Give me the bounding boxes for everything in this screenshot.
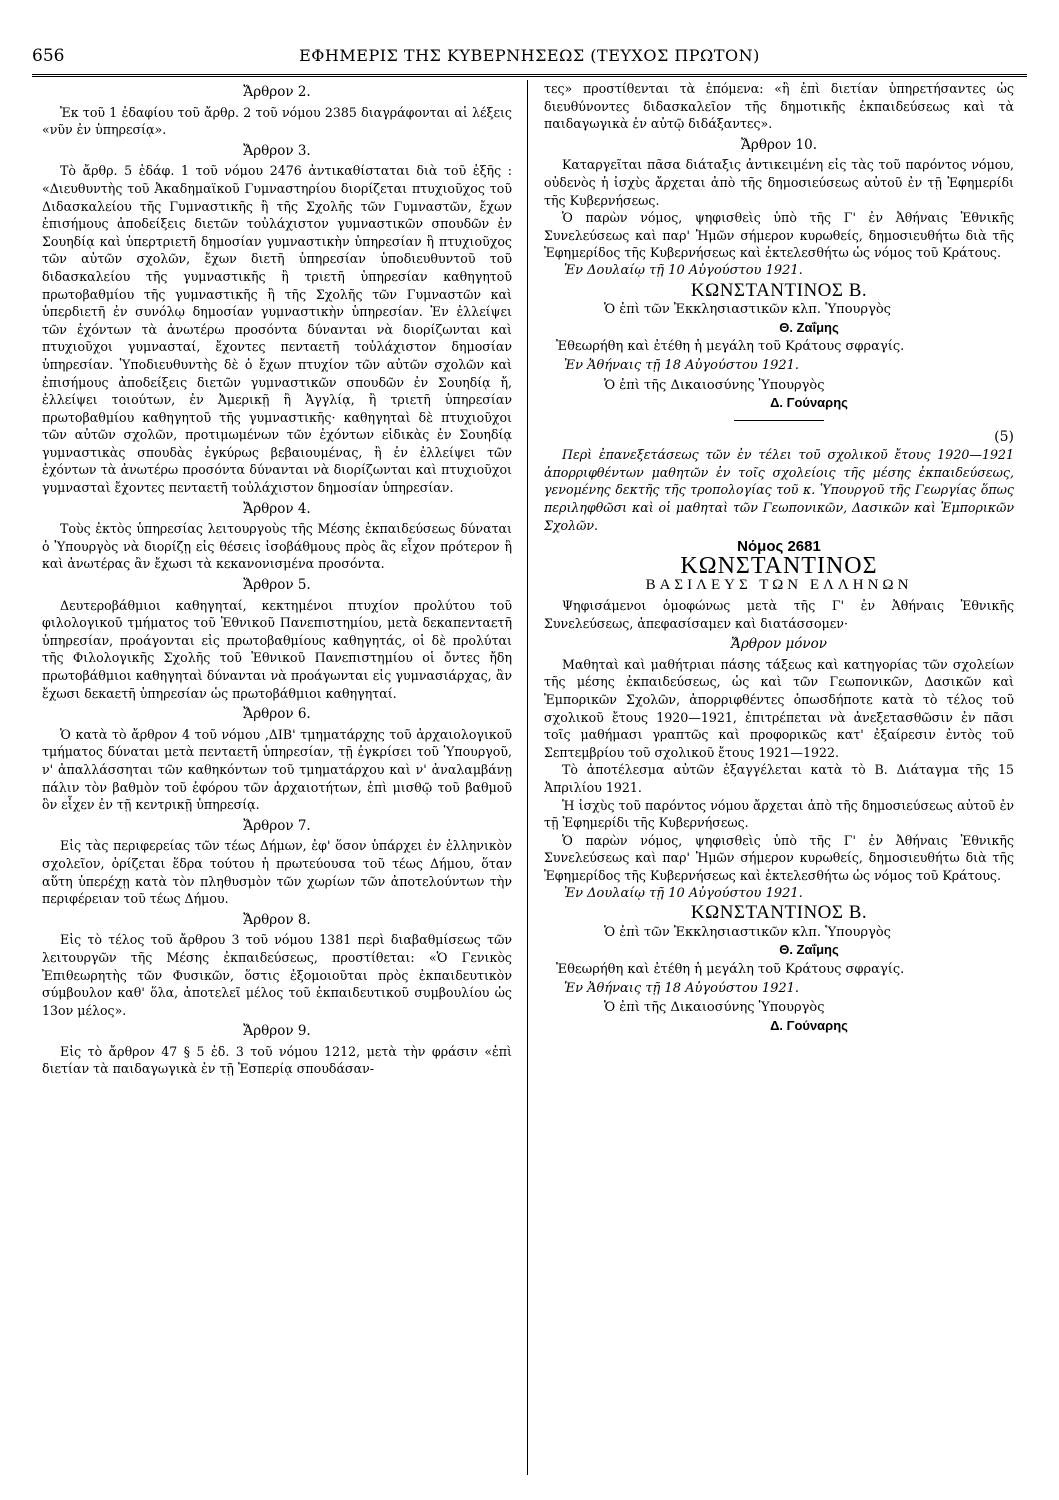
minister-name-1: Θ. Ζαΐμης [779,319,839,335]
article-10-title: Ἄρθρον 10. [740,136,817,153]
date-athens-1: Ἐν Ἀθήναις τῇ 18 Αὐγούστου 1921. [564,357,800,373]
article-8-text: Εἰς τὸ τέλος τοῦ ἄρθρου 3 τοῦ νόμου 1381 περὶ διαβαθμίσεως τῶν λειτουργῶν τῆς Μέσης ἐκπαιδεύσεως, προστίθεται: «Ὁ Γενικὸς Ἐπιθεωρητὴς τῶν Φυσικῶν, ὅστις ἐξομοιοῦται πρὸς ἐκπαιδευτικὸν σύμβουλον καθ' ὅλα, ἀποτελεῖ μέλος τοῦ ἐκπαιδευτικοῦ συμβουλίου ὡς 13ον μέλος». [42,932,512,1018]
date-athens-2: Ἐν Ἀθήναις τῇ 18 Αὐγούστου 1921. [564,980,800,996]
single-article-text-3: Ἡ ἰσχὺς τοῦ παρόντος νόμου ἄρχεται ἀπὸ τῆς δημοσιεύσεως αὐτοῦ ἐν τῇ Ἐφημερίδι τῆς Κυβερνήσεως. [544,797,1014,831]
king-heading: ΚΩΝΣΤΑΝΤΙΝΟΣ [680,552,878,579]
page-number: 656 [32,46,65,66]
date-doulaio-2: Ἐν Δουλαίῳ τῇ 10 Αὐγούστου 1921. [564,885,803,901]
single-article-title: Ἄρθρον μόνον [731,636,827,653]
justice-minister-role-2: Ὁ ἐπὶ τῆς Δικαιοσύνης Ὑπουργὸς [604,1000,825,1016]
page-header [32,46,1027,70]
section-separator [734,420,824,421]
right-column [544,80,1014,1036]
king-signature-2: ΚΩΝΣΤΑΝΤΙΝΟΣ Β. [690,902,868,924]
article-3-title: Ἄρθρον 3. [243,142,311,159]
single-article-text: Μαθηταὶ καὶ μαθήτριαι πάσης τάξεως καὶ κατηγορίας τῶν σχολείων τῆς μέσης ἐκπαιδεύσεως, ὡς καὶ τῶν Γεωπονικῶν, Δασικῶν καὶ Ἐμπορικῶν Σχολῶν, ἀπορριφθέντες ὁπωσδήποτε κατὰ τὸ τέλος τοῦ σχολικοῦ ἔτους 1920—1921, ἐπιτρέπεται νὰ ἀνεξετασθῶσιν ἐν πᾶσι τοῖς μαθήμασι γραπτῶς καὶ προφορικῶς κατ' ἐξαίρεσιν ἐντὸς τοῦ Σεπτεμβρίου τοῦ σχολικοῦ ἔτους 1921—1922. [544,656,1014,760]
left-column [42,80,512,1078]
article-6-title: Ἄρθρον 6. [243,706,311,723]
article-5-title: Ἄρθρον 5. [243,577,311,594]
article-2-title: Ἄρθρον 2. [243,84,311,100]
single-article-text-2: Τὸ ἀποτέλεσμα αὐτῶν ἐξαγγέλεται κατὰ τὸ Β. Διάταγμα τῆς 15 Ἀπριλίου 1921. [544,762,1014,795]
column-divider [527,80,528,1475]
minister-role-2: Ὁ ἐπὶ τῶν Ἐκκλησιαστικῶν κλπ. Ὑπουργὸς [604,924,891,940]
article-8-title: Ἄρθρον 8. [243,911,311,928]
article-7-text: Εἰς τὰς περιφερείας τῶν τέως Δήμων, ἐφ' ὅσον ὑπάρχει ἐν ἑλληνικὸν σχολεῖον, ὁρίζεται ἕδρα τούτου ἡ πρωτεύουσα τοῦ τέως Δήμου, ὅταν αὕτη ὑπερέχῃ κατὰ τὸν πληθυσμὸν τῶν χωρίων τῶν ἀποτελούντων τὴν περιφέρειαν τοῦ τέως Δήμου. [42,838,512,907]
article-3-text: Τὸ ἄρθρ. 5 ἐδάφ. 1 τοῦ νόμου 2476 ἀντικαθίσταται διὰ τοῦ ἑξῆς : «Διευθυντὴς τοῦ Ἀκαδημαϊκοῦ Γυμναστηρίου διορίζεται πτυχιοῦχος τοῦ Διδασκαλείου τῆς Γυμναστικῆς ἢ τῆς Σχολῆς τῶν Γυμναστῶν, ἔχων ἐπισήμους ἀποδείξεις διετῶν τοὐλάχιστον γυμναστικῶν σπουδῶν ἐν Σουηδίᾳ καὶ ὑπερτριετῆ δημοσίαν γυμναστικὴν ὑπηρεσίαν ἢ πτυχιοῦχος τῶν αὐτῶν σχολῶν, ἔχων διετῆ ὑπηρεσίαν ὑποδιευθυντοῦ τοῦ διδασκαλείου τῆς γυμναστικῆς ἢ τριετῆ ὑπηρεσίαν καθηγητοῦ πρωτοβαθμίου τῆς γυμναστικῆς ἢ τῆς Σχολῆς τῶν Γυμναστῶν καὶ ὑπερδιετῆ ἐν συνόλῳ δημοσίαν γυμναστικὴν ὑπηρεσίαν. Ἐν ἐλλείψει τῶν ἐχόντων τὰ ἀνωτέρω προσόντα δύνανται νὰ διορίζωνται καὶ πτυχιοῦχοι γυμνασταί, ἔχοντες πενταετῆ τοὐλάχιστον δημοσίαν ὑπηρεσίαν. Ὑποδιευθυντὴς δὲ ὁ ἔχων πτυχίον τῶν αὐτῶν σχολῶν καὶ ἐπισήμους ἀποδείξεις διετῶν γυμναστικῶν σπουδῶν ἐν Σουηδίᾳ ἤ, ἐλλείψει τοιούτων, ἐν Ἀμερικῇ ἢ Ἀγγλίᾳ, ἢ τριετῆ ὑπηρεσίαν πρωτοβαθμίου καθηγητοῦ τῆς γυμναστικῆς· καθηγηταὶ δὲ πτυχιοῦχοι τῶν αὐτῶν σχολῶν, προτιμωμένων τῶν ἐχόντων εἰδικὰς ἐν Σουηδίᾳ γυμναστικὰς σπουδὰς ἐγκύρως βεβαιουμένας, ἢ ἐν ἐλλείψει τῶν ἐχόντων τὰ ἀνωτέρω προσόντα δύνανται νὰ διορίζωνται καὶ πτυχιοῦχοι γυμνασταὶ ἔχοντες πενταετῆ τοὐλάχιστον δημοσίαν ὑπηρεσίαν. [42,163,512,496]
article-10-text: Καταργεῖται πᾶσα διάταξις ἀντικειμένη εἰς τὰς τοῦ παρόντος νόμου, οὐδενὸς ἡ ἰσχὺς ἄρχεται ἀπὸ τῆς δημοσιεύσεως αὐτοῦ ἐν τῇ Ἐφημερίδι τῆς Κυβερνήσεως. [544,157,1014,208]
article-4-title: Ἄρθρον 4. [243,500,311,517]
justice-minister-role-1: Ὁ ἐπὶ τῆς Δικαιοσύνης Ὑπουργὸς [604,377,825,393]
article-6-text: Ὁ κατὰ τὸ ἄρθρον 4 τοῦ νόμου ,ΔΙΒ' τμηματάρχης τοῦ ἀρχαιολογικοῦ τμήματος δύναται μετὰ πενταετῆ ὑπηρεσίαν, τῇ ἐγκρίσει τοῦ Ὑπουργοῦ, ν' ἀπαλλάσσηται τῶν καθηκόντων τοῦ τμηματάρχου καὶ ν' ἀναλαμβάνῃ πάλιν τὸν βαθμὸν τοῦ ἐφόρου τῶν ἀρχαιοτήτων, ἐπὶ μισθῷ τοῦ βαθμοῦ ὃν εἶχεν ἐν τῇ κεντρικῇ ὑπηρεσίᾳ. [42,726,512,813]
article-9-text: Εἰς τὸ ἄρθρον 47 § 5 ἐδ. 3 τοῦ νόμου 1212, μετὰ τὴν φράσιν «ἐπὶ διετίαν τὰ παιδαγωγικὰ ἐν τῇ Ἑσπερίᾳ σπουδάσαν- [42,1043,512,1077]
article-9-continuation: τες» προστίθενται τὰ ἑπόμενα: «ἢ ἐπὶ διετίαν ὑπηρετήσαντες ὡς διευθύνοντες διδασκαλεῖον τῆς δημοτικῆς ἐκπαιδεύσεως καὶ τὰ παιδαγωγικὰ ἐν αὐτῷ διδάξαντες». [544,81,1014,132]
law-title: Περὶ ἐπανεξετάσεως τῶν ἐν τέλει τοῦ σχολικοῦ ἔτους 1920—1921 ἀπορριφθέντων μαθητῶν ἐν τοῖς σχολείοις τῆς μέσης ἐκπαιδεύσεως, γενομένης δεκτῆς τῆς τροπολογίας τοῦ κ. Ὑπουργοῦ τῆς Γεωργίας ὅπως περιληφθῶσι καὶ οἱ μαθηταὶ τῶν Γεωπονικῶν, Δασικῶν καὶ Ἐμπορικῶν Σχολῶν. [544,447,1014,533]
article-2-text: Ἐκ τοῦ 1 ἐδαφίου τοῦ ἄρθρ. 2 τοῦ νόμου 2385 διαγράφονται αἱ λέξεις «νῦν ἐν ὑπηρεσίᾳ». [42,104,512,138]
running-title: ΕΦΗΜΕΡΙΣ ΤΗΣ ΚΥΒΕΡΝΗΣΕΩΣ (ΤΕΥΧΟΣ ΠΡΩΤΟΝ) [299,46,760,65]
law-number: Νόμος 2681 [737,538,821,556]
article-4-text: Τοὺς ἐκτὸς ὑπηρεσίας λειτουργοὺς τῆς Μέσης ἐκπαιδεύσεως δύναται ὁ Ὑπουργὸς νὰ διορίζῃ εἰς θέσεις ἰσοβάθμους πρὸς ἃς εἶχον πρότερον ἢ καὶ ἀνωτέρας ἂν ἔχωσι τὰ κεκανονισμένα προσόντα. [42,521,512,572]
justice-minister-name-2: Δ. Γούναρης [770,1017,848,1033]
justice-minister-name-1: Δ. Γούναρης [770,395,848,411]
header-rule [32,74,1027,77]
minister-name-2: Θ. Ζαΐμης [779,942,839,958]
single-article-text-4: Ὁ παρὼν νόμος, ψηφισθεὶς ὑπὸ τῆς Γ' ἐν Ἀθήναις Ἐθνικῆς Συνελεύσεως καὶ παρ' Ἡμῶν σήμερον κυρωθείς, δημοσιευθήτω διὰ τῆς Ἐφημερίδος τῆς Κυβερνήσεως καὶ ἐκτελεσθήτω ὡς νόμος τοῦ Κράτους. [544,832,1014,883]
minister-role-1: Ὁ ἐπὶ τῶν Ἐκκλησιαστικῶν κλπ. Ὑπουργὸς [604,302,891,318]
date-doulaio-1: Ἐν Δουλαίῳ τῇ 10 Αὐγούστου 1921. [564,262,803,278]
article-9-title: Ἄρθρον 9. [243,1023,311,1040]
king-signature-1: ΚΩΝΣΤΑΝΤΙΝΟΣ Β. [690,279,868,301]
king-of-greeks: ΒΑΣΙΛΕΥΣ ΤΩΝ ΕΛΛΗΝΩΝ [645,577,913,594]
enactment-clause: Ψηφισάμενοι ὁμοφώνως μετὰ τῆς Γ' ἐν Ἀθήναις Ἐθνικῆς Συνελεύσεως, ἀπεφασίσαμεν καὶ διατάσσομεν· [544,598,1014,631]
section-number: (5) [994,428,1014,445]
seal-note-2: Ἐθεωρήθη καὶ ἐτέθη ἡ μεγάλη τοῦ Κράτους σφραγίς. [556,961,905,977]
article-5-text: Δευτεροβάθμιοι καθηγηταί, κεκτημένοι πτυχίον προλύτου τοῦ φιλολογικοῦ τμήματος τοῦ Ἐθνικοῦ Πανεπιστημίου, μετὰ δεκαπενταετῆ ὑπηρεσίαν, προάγονται εἰς πρωτοβαθμίους καθηγητάς, οἱ δὲ προλύται τῆς Φιλολογικῆς Σχολῆς τοῦ Ἐθνικοῦ Πανεπιστημίου οἱ ὄντες ἤδη πρωτοβάθμιοι καθηγηταὶ δύνανται νὰ προάγωνται εἰς γυμνασιάρχας, ἂν ἔχωσι δεκαετῆ ὑπηρεσίαν ὡς πρωτοβάθμιοι καθηγηταί. [42,597,512,701]
article-7-title: Ἄρθρον 7. [243,817,311,834]
article-10-text-2: Ὁ παρὼν νόμος, ψηφισθεὶς ὑπὸ τῆς Γ' ἐν Ἀθήναις Ἐθνικῆς Συνελεύσεως καὶ παρ' Ἡμῶν σήμερον κυρωθείς, δημοσιευθήτω διὰ τῆς Ἐφημερίδος τῆς Κυβερνήσεως καὶ ἐκτελεσθήτω ὡς νόμος τοῦ Κράτους. [544,210,1014,261]
seal-note-1: Ἐθεωρήθη καὶ ἐτέθη ἡ μεγάλη τοῦ Κράτους σφραγίς. [556,339,905,355]
